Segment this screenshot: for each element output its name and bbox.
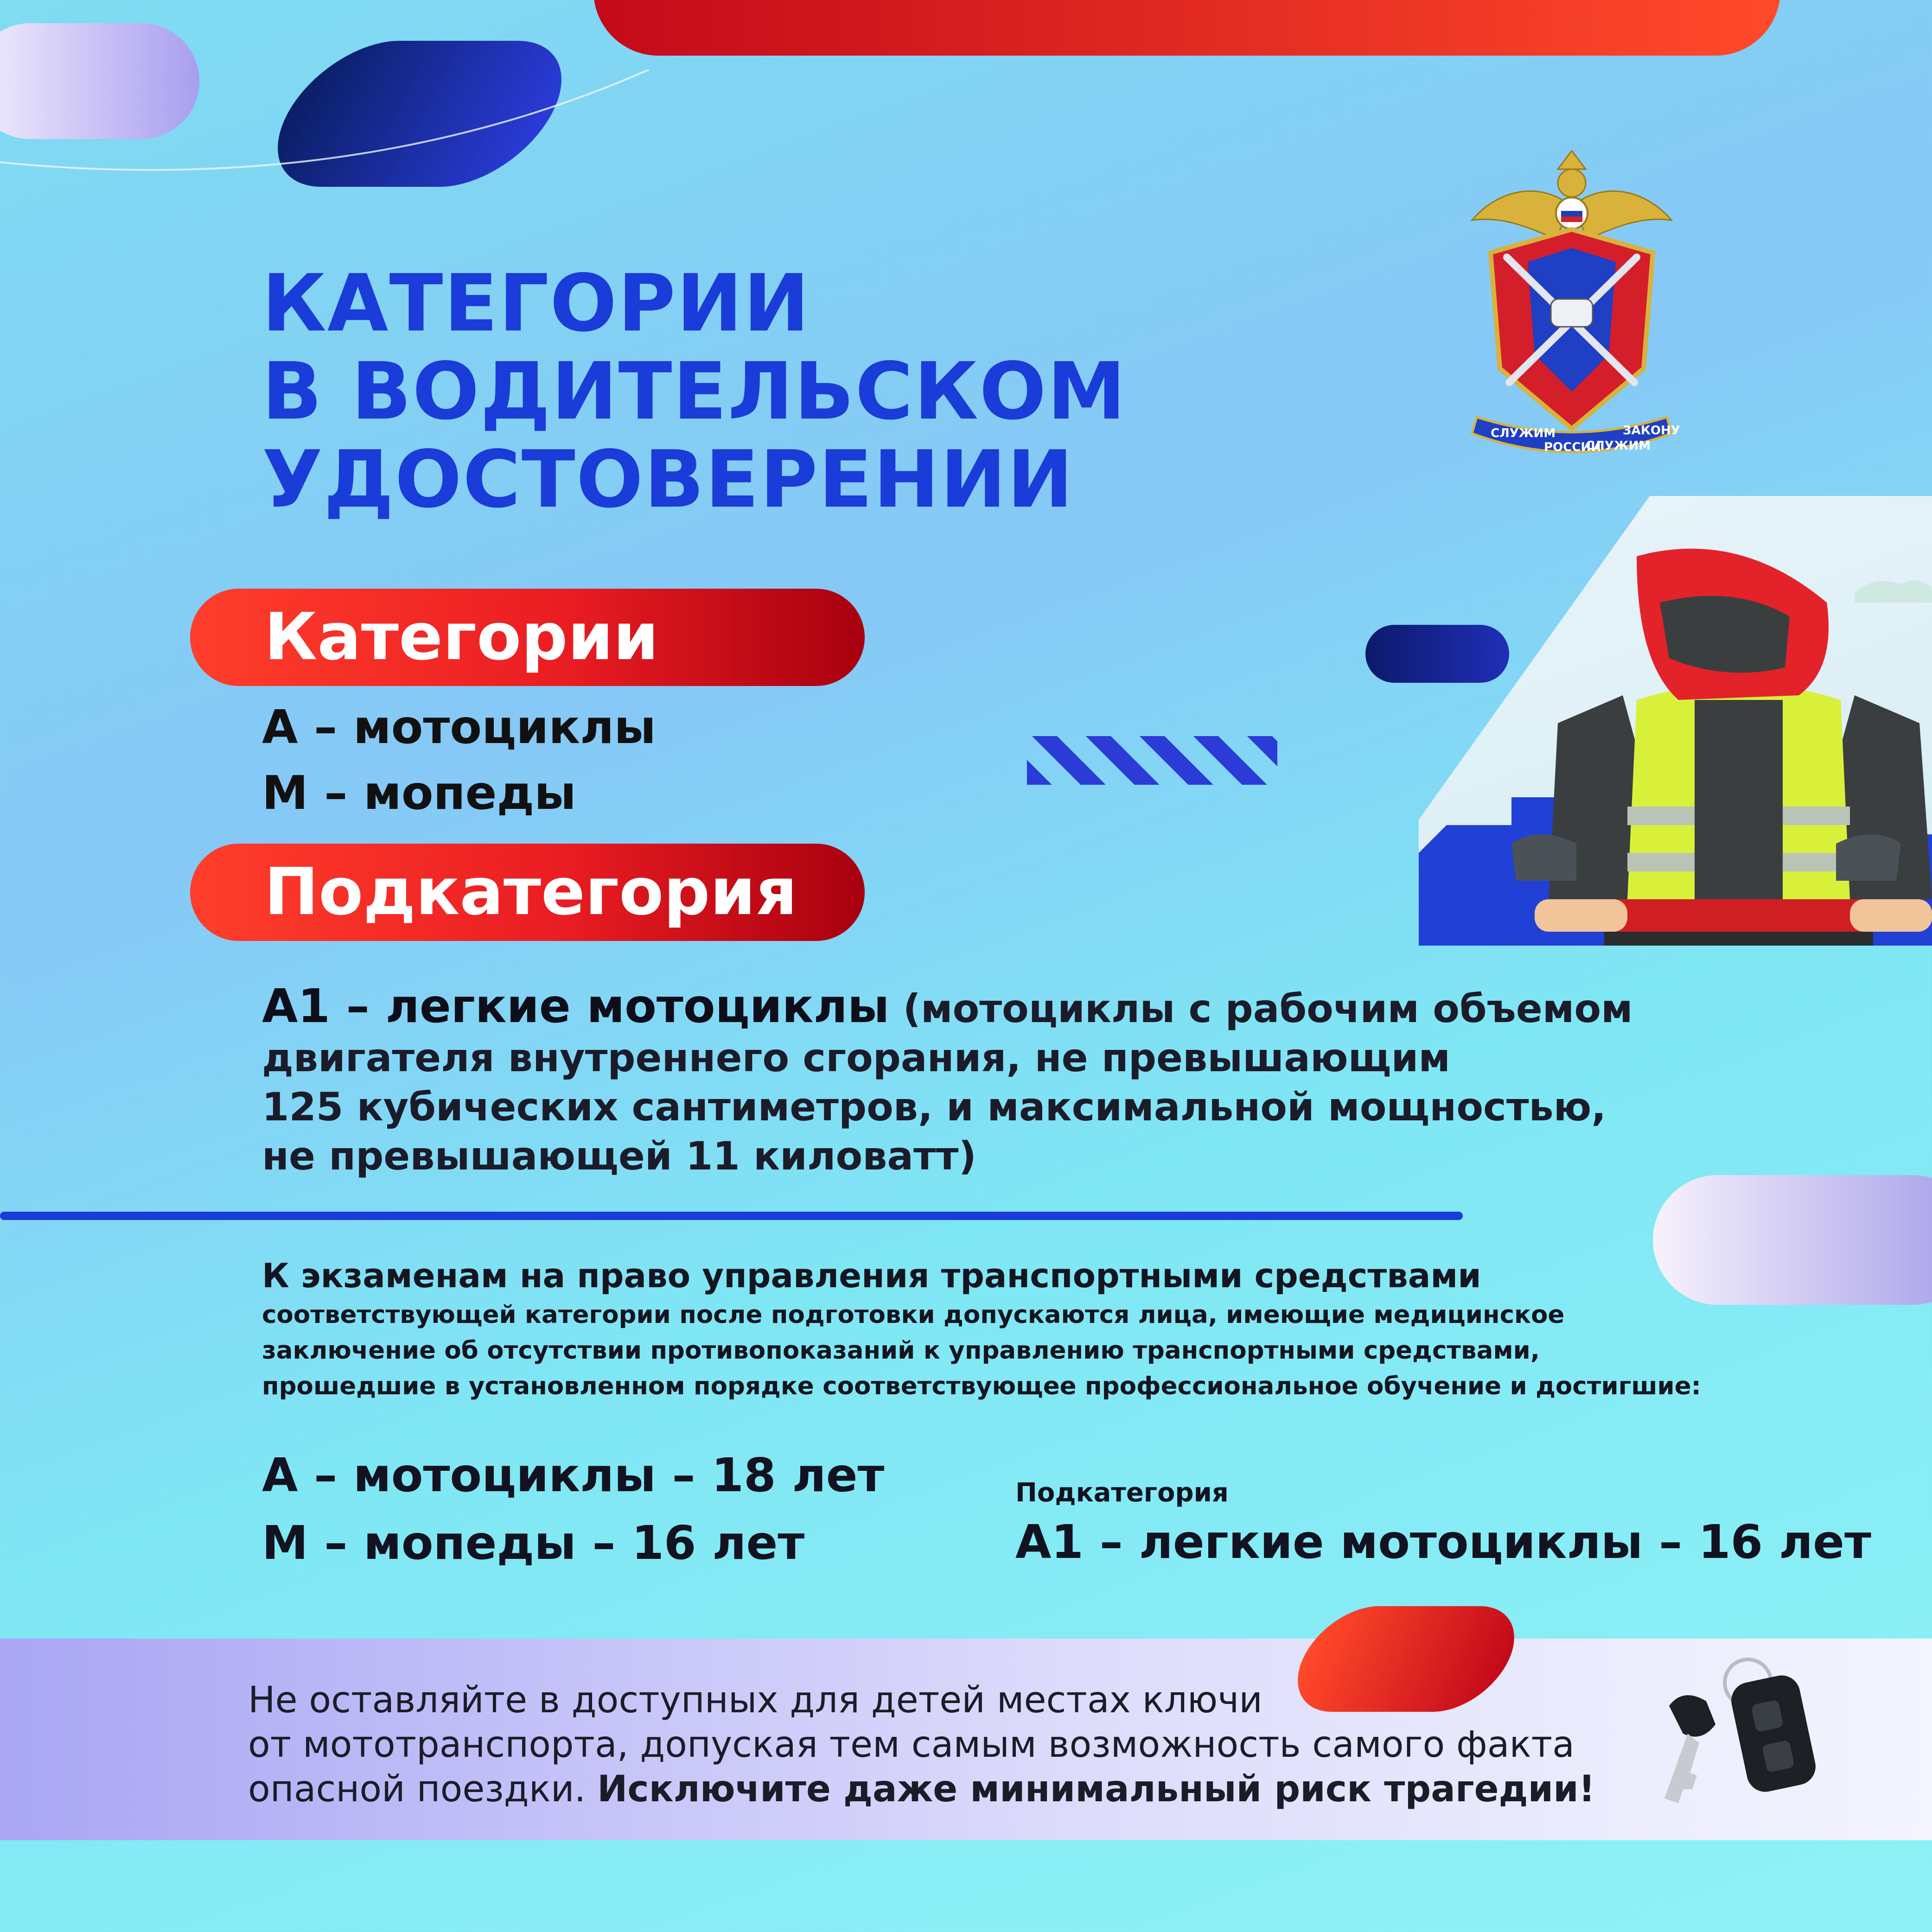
exam-text-line-3: прошедшие в установленном порядке соответствующее профессиональное обучение и достигшие: bbox=[262, 1372, 1701, 1400]
keys-icon bbox=[1655, 1650, 1831, 1808]
subcategory-heading: Подкатегория bbox=[190, 844, 865, 941]
emblem-ribbon-text-4: ЗАКОНУ bbox=[1623, 424, 1680, 438]
categories-heading: Категории bbox=[190, 589, 865, 686]
decor-curve-line bbox=[0, 70, 695, 190]
warning-emphasis: Исключите даже минимальный риск трагедии! bbox=[597, 1768, 1595, 1810]
category-a: А – мотоциклы bbox=[262, 700, 656, 754]
exam-text bbox=[262, 1297, 1838, 1404]
emblem-ribbon-text-2: РОССИИ bbox=[1544, 440, 1601, 454]
subcategory-description bbox=[262, 979, 1722, 1181]
subcategory-desc-line-2: двигателя внутреннего сгорания, не превышающим bbox=[262, 1035, 1451, 1080]
subcategory-desc-line-3: 125 кубических сантиметров, и максимальной мощностью, bbox=[262, 1084, 1607, 1130]
decor-diagonal-stripes bbox=[1027, 736, 1277, 785]
emblem-ribbon-text-1: СЛУЖИМ bbox=[1491, 426, 1556, 440]
exam-text-line-1: соответствующей категории после подготовки допускаются лица, имеющие медицинское bbox=[262, 1301, 1565, 1329]
exam-heading: К экзаменам на право управления транспортными средствами bbox=[262, 1256, 1481, 1295]
age-category-m: М – мопеды – 16 лет bbox=[262, 1516, 805, 1570]
exam-text-line-2: заключение об отсутствии противопоказаний к управлению транспортными средствами, bbox=[262, 1336, 1540, 1365]
warning-line-3: опасной поездки. bbox=[248, 1768, 586, 1810]
subcategory-desc-line-4: не превышающей 11 киловатт) bbox=[262, 1133, 976, 1179]
categories-list bbox=[262, 694, 656, 826]
age-subcategory-label: Подкатегория bbox=[1015, 1478, 1229, 1508]
age-category-a: А – мотоциклы – 18 лет bbox=[262, 1448, 885, 1502]
police-traffic-emblem-icon bbox=[1463, 151, 1681, 470]
decor-lilac-pill-right bbox=[1653, 1175, 1932, 1305]
subcategory-lead: А1 – легкие мотоциклы bbox=[262, 979, 890, 1033]
age-list bbox=[262, 1442, 884, 1577]
motorcyclist-illustration-icon bbox=[1419, 547, 1932, 946]
page-title bbox=[262, 260, 1127, 524]
page-title-line-1: КАТЕГОРИИ bbox=[262, 258, 810, 350]
page-title-line-3: УДОСТОВЕРЕНИИ bbox=[262, 434, 1074, 526]
decor-red-bar-top bbox=[593, 0, 1780, 56]
age-subcategory-a1: А1 – легкие мотоциклы – 16 лет bbox=[1015, 1515, 1871, 1569]
subcategory-desc-line-1: (мотоциклы с рабочим объемом bbox=[903, 986, 1633, 1031]
page-title-line-2: В ВОДИТЕЛЬСКОМ bbox=[262, 346, 1127, 438]
warning-line-2: от мототранспорта, допуская тем самым возможность самого факта bbox=[248, 1724, 1575, 1766]
emblem-ribbon-text-3: СЛУЖИМ bbox=[1586, 439, 1651, 453]
section-divider bbox=[0, 1212, 1463, 1220]
warning-line-1: Не оставляйте в доступных для детей местах ключи bbox=[248, 1679, 1262, 1721]
category-m: М – мопеды bbox=[262, 766, 576, 820]
safety-warning bbox=[248, 1678, 1639, 1811]
